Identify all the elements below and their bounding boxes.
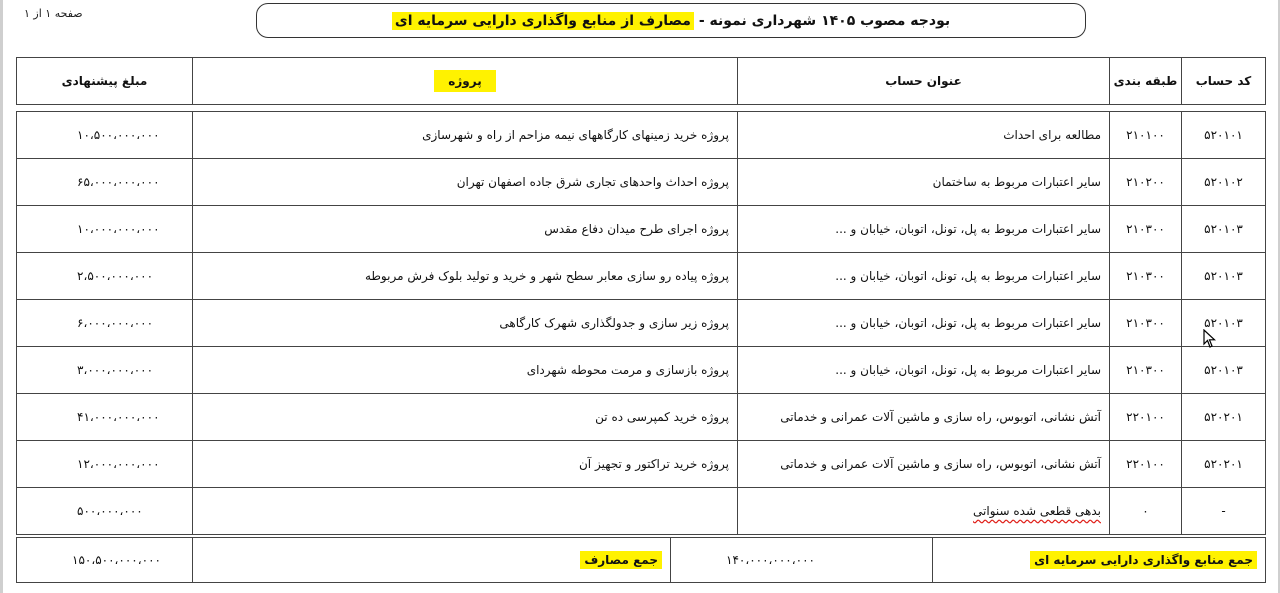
- row-account-code: ۵۲۰۱۰۳: [1182, 206, 1266, 253]
- row-project: پروژه اجرای طرح میدان دفاع مقدس: [193, 206, 738, 253]
- header-project-label: پروژه: [434, 70, 495, 92]
- row-project: پروژه احداث واحدهای تجاری شرق جاده اصفهان تهران: [193, 159, 738, 206]
- page-number: صفحه ۱ از ۱: [24, 7, 83, 20]
- row-classification: ۲۲۰۱۰۰: [1110, 441, 1182, 488]
- header-account-code: کد حساب: [1182, 58, 1266, 105]
- row-account-code: -: [1182, 488, 1266, 535]
- row-classification: ۰: [1110, 488, 1182, 535]
- row-classification: ۲۱۰۲۰۰: [1110, 159, 1182, 206]
- row-amount: ۶۵،۰۰۰،۰۰۰،۰۰۰: [17, 159, 193, 206]
- row-account-title: مطالعه برای احداث: [738, 112, 1110, 159]
- sources-total-label-cell: [933, 538, 1266, 583]
- row-account-title: آتش نشانی، اتوبوس، راه سازی و ماشین آلات عمرانی و خدماتی: [738, 394, 1110, 441]
- row-amount: ۱۰،۵۰۰،۰۰۰،۰۰۰: [17, 112, 193, 159]
- table-row: [17, 300, 1266, 347]
- row-project: [193, 488, 738, 535]
- row-project: پروژه خرید تراکتور و تجهیز آن: [193, 441, 738, 488]
- header-classification: طبقه بندی: [1110, 58, 1182, 105]
- header-account-title: عنوان حساب: [738, 58, 1110, 105]
- row-amount: ۵۰۰،۰۰۰،۰۰۰: [17, 488, 193, 535]
- row-account-title: سایر اعتبارات مربوط به پل، تونل، اتوبان، خیابان و ...: [738, 253, 1110, 300]
- document-title: [256, 3, 1086, 38]
- table-row: [17, 441, 1266, 488]
- row-project: پروژه پیاده رو سازی معابر سطح شهر و خرید و تولید بلوک فرش مربوطه: [193, 253, 738, 300]
- row-account-code: ۵۲۰۲۰۱: [1182, 394, 1266, 441]
- row-classification: ۲۲۰۱۰۰: [1110, 394, 1182, 441]
- sources-total-amount: ۱۴۰،۰۰۰،۰۰۰،۰۰۰: [671, 538, 933, 583]
- title-part-1: بودجه مصوب ۱۴۰۵ شهرداری نمونه -: [698, 12, 951, 29]
- row-account-code: ۵۲۰۱۰۳: [1182, 347, 1266, 394]
- row-amount: ۴۱،۰۰۰،۰۰۰،۰۰۰: [17, 394, 193, 441]
- row-amount: ۶،۰۰۰،۰۰۰،۰۰۰: [17, 300, 193, 347]
- table-row: [17, 112, 1266, 159]
- table-row: [17, 206, 1266, 253]
- row-classification: ۲۱۰۳۰۰: [1110, 347, 1182, 394]
- header-project: [193, 58, 738, 105]
- row-account-code: ۵۲۰۱۰۲: [1182, 159, 1266, 206]
- table-row: [17, 488, 1266, 535]
- row-account-code: ۵۲۰۱۰۱: [1182, 112, 1266, 159]
- header-proposed-amount: مبلغ پیشنهادی: [17, 58, 193, 105]
- expenses-total-amount: ۱۵۰،۵۰۰،۰۰۰،۰۰۰: [17, 538, 193, 583]
- totals-table: [16, 537, 1266, 583]
- row-amount: ۳،۰۰۰،۰۰۰،۰۰۰: [17, 347, 193, 394]
- row-amount: ۲،۵۰۰،۰۰۰،۰۰۰: [17, 253, 193, 300]
- row-account-code: ۵۲۰۲۰۱: [1182, 441, 1266, 488]
- row-project: پروژه خرید کمپرسی ده تن: [193, 394, 738, 441]
- title-part-2-highlighted: مصارف از منابع واگذاری دارایی سرمایه ای: [392, 12, 694, 30]
- row-classification: ۲۱۰۱۰۰: [1110, 112, 1182, 159]
- row-account-title: سایر اعتبارات مربوط به پل، تونل، اتوبان، خیابان و ...: [738, 206, 1110, 253]
- row-account-title: سایر اعتبارات مربوط به پل، تونل، اتوبان، خیابان و ...: [738, 347, 1110, 394]
- row-account-code: ۵۲۰۱۰۳: [1182, 253, 1266, 300]
- table-row: [17, 394, 1266, 441]
- row-amount: ۱۲،۰۰۰،۰۰۰،۰۰۰: [17, 441, 193, 488]
- row-classification: ۲۱۰۳۰۰: [1110, 253, 1182, 300]
- row-account-title: [738, 488, 1110, 535]
- table-row: [17, 159, 1266, 206]
- sources-total-label: جمع منابع واگذاری دارایی سرمایه ای: [1030, 551, 1257, 569]
- row-project: پروژه خرید زمینهای کارگاههای نیمه مزاحم از راه و شهرسازی: [193, 112, 738, 159]
- row-project: پروژه زیر سازی و جدولگذاری شهرک کارگاهی: [193, 300, 738, 347]
- row-account-title: سایر اعتبارات مربوط به ساختمان: [738, 159, 1110, 206]
- row-classification: ۲۱۰۳۰۰: [1110, 300, 1182, 347]
- table-row: [17, 253, 1266, 300]
- table-row: [17, 347, 1266, 394]
- page-left-edge: [0, 0, 3, 593]
- expenses-total-label: جمع مصارف: [580, 551, 662, 569]
- row-account-title-text: بدهی قطعی شده سنواتی: [973, 504, 1101, 518]
- row-account-title: آتش نشانی، اتوبوس، راه سازی و ماشین آلات عمرانی و خدماتی: [738, 441, 1110, 488]
- row-account-code: ۵۲۰۱۰۳: [1182, 300, 1266, 347]
- row-account-title: سایر اعتبارات مربوط به پل، تونل، اتوبان، خیابان و ...: [738, 300, 1110, 347]
- header-table: [16, 57, 1266, 105]
- row-classification: ۲۱۰۳۰۰: [1110, 206, 1182, 253]
- row-project: پروژه بازسازی و مرمت محوطه شهردای: [193, 347, 738, 394]
- mouse-cursor-icon: [1203, 329, 1217, 349]
- expenses-total-label-cell: [193, 538, 671, 583]
- row-amount: ۱۰،۰۰۰،۰۰۰،۰۰۰: [17, 206, 193, 253]
- budget-table: [16, 111, 1266, 535]
